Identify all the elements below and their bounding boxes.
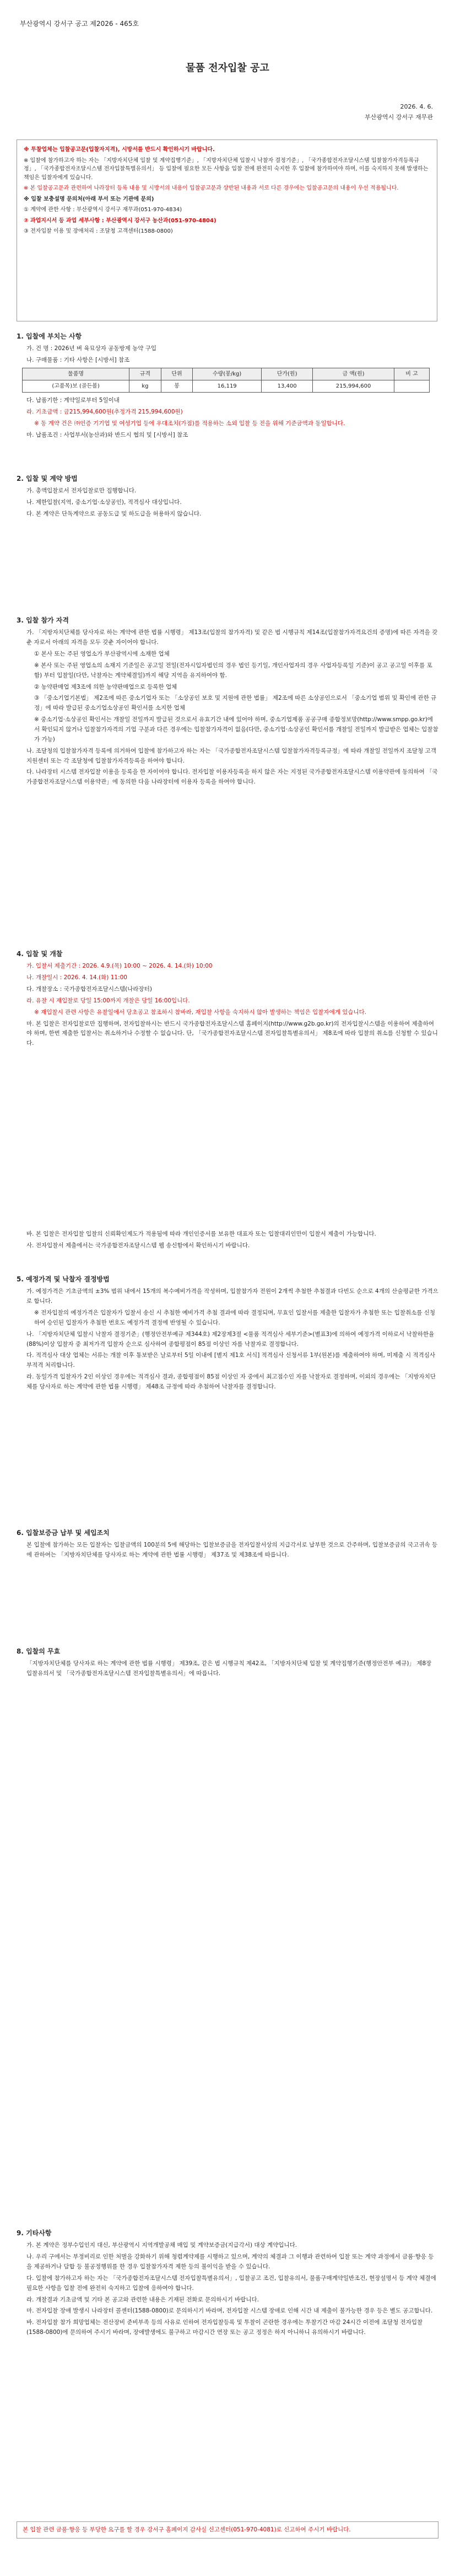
table-cell [394,380,429,393]
s3-item: ① 본사 또는 주된 영업소가 부산광역시에 소재한 업체 [34,651,170,658]
s4-item: 마. 본 입찰은 전자입찰로만 집행하며, 전자입찰하시는 반드시 국가종합전자조달시스템 홈페이지(http://www.g2b.go.kr)의 전자입찰시스템을 이용하여 제출하여야 하며, 한번 제출한 입찰서는 취소하거나 수정할 수 없습니다. 단, 「국가종합전자조달시스템 전자입찰특별유의서」 제8조에 따라 입찰의 취소를 신청할 수 있습니다. [26,1020,438,1047]
section-4 [17,948,438,1050]
issue-date: 2026. 4. 6. [400,103,433,110]
s4-item: 바. 본 입찰은 전자입찰 입찰의 신뢰확인제도가 적용됨에 따라 개인인증서를 보유한 대표자 또는 입찰대리인만이 입찰서 제출이 가능합니다. [26,1231,376,1237]
s1-item: 마. 납품조건 : 사업부서(농산과)와 반드시 협의 및 [시방서] 참조 [26,431,188,438]
s8-item: 「지방자치단체를 당사자로 하는 계약에 관한 법률 시행령」 제39조, 같은 법 시행규칙 제42조, 「지방자치단체 입찰 및 계약집행기준(행정안전부 예규)」 제8장 입찰유의서 및 「국가종합전자조달시스템 전자입찰특별유의서」에 따릅니다. [26,1660,432,1677]
s6-item: 본 입찰에 참가하는 모든 입찰자는 입찰금액의 100분의 5에 해당하는 입찰보증금을 전자입찰서상의 지급각서로 납부한 것으로 간주하며, 입찰보증금의 국고귀속 등에 관하여는 「지방자치단체를 당사자로 하는 계약에 관한 법률 시행령」 제37조 및 제38조에 따릅니다. [26,1542,438,1559]
s5-item: 나. 「지방자치단체 입찰시 낙찰자 결정기준」(행정안전부예규 제344호) 제2장제3절 <물품 적격심사 세부기준>(별표3)에 의하여 예정가격 이하로서 낙찰하한율(88%)이상 입찰자 중 최저가격 입찰자 순으로 심사하여 종합평점이 85점 이상인 자를 낙찰자로 결정합니다. [26,1330,435,1348]
s5-item: 다. 적격심사 대상 업체는 서류는 개찰 이후 통보받은 날로부터 5일 이내에 [별지 제1호 서식] 적격심사 신청서류 1부(원본)를 제출하여야 하며, 미제출 시 적격심사 부적격 처리합니다. [26,1352,436,1369]
s2-item: 가. 총액입찰로서 전자입찰로만 집행합니다. [26,487,137,495]
notice-reference: 부산광역시 강서구 공고 제2026 - 465호 [20,20,139,28]
section-6 [17,1527,438,1562]
table-header-row [23,368,430,380]
section-title: 6. 입찰보증금 납부 및 세입조치 [17,1529,110,1537]
notice-line: ③ 전자입찰 이용 및 장애처리 : 조달청 고객센터(1588-0800) [24,228,173,234]
s9-item: 바. 전자입찰 참가 희망업체는 전산장비 준비부족 등의 사유로 인하여 전자입찰등록 및 투찰이 곤란한 경우에는 투찰기간 마감 24시간 이전에 조달청 전자입찰(1588-0800)에 문의하여 주시기 바라며, 장애발생에도 불구하고 마감시간 연장 또는 공고 정정은 하지 아니하니 유의하시기 바랍니다. [26,2319,423,2336]
section-title: 1. 입찰에 부치는 사항 [17,332,82,340]
s9-item: 다. 입찰에 참가하고자 하는 자는 「국가종합전자조달시스템 전자입찰특별유의서」, 입찰공고 조건, 입찰유의서, 물품구매계약일반조건, 현장설명서 등 계약 체결에 필요한 사항을 입찰 전에 완전히 숙지하고 입찰에 응하여야 합니다. [26,2274,436,2291]
s1-item: 라. 기초금액 : 금215,994,600원(추정가격 215,994,600원) [26,408,183,415]
s1-note: ※ 동 계약 건은 ㈜인증 기기업 및 여성기업 등에 우대조치(가점)를 적용하는 소외 입찰 등 전을 위해 기준금액과 동일합니다. [34,420,345,427]
notice-line: ② 과업지시서 등 과업 세부사항 : 부산광역시 강서구 농산과(051-970-4804) [24,217,216,224]
notice-line: ※ 입찰에 참가하고자 하는 자는 「지방자치단체 입찰 및 계약집행기준」, 「지방자치단체 입찰시 낙찰자 결정기준」, 「국가종합전자조달시스템 입찰참가자격등록규정」, 「국가종합전자조달시스템 전자입찰특별유의서」 등 입찰에 필요한 모든 사항을 입찰 전에 완전히 숙지한 후 입찰에 참가하여야 하며, 이를 숙지하지 못해 발생하는 책임은 입찰자에게 있습니다. [24,157,429,181]
footer-text: 본 입찰 관련 금품·향응 등 부당한 요구를 할 경우 강서구 홈페이지 감사실 신고센터(051-970-4081)로 신고하여 주시기 바랍니다. [23,2526,351,2533]
table-cell: 16,119 [193,380,262,393]
table-cell: 봉 [161,380,193,393]
s4-item: 가. 입찰서 제출기간 : 2026. 4.9.(목) 10:00 ~ 2026. 4. 14.(화) 10:00 [26,963,213,970]
s3-note: ※ 중소기업·소상공인 확인서는 개찰일 전일까지 발급된 것으로서 유효기간 내에 있어야 하며, 중소기업제품 공공구매 종합정보망(http://www.smpp.go.kr)에서 확인되지 않거나 입찰참가자격의 기업 구분과 다른 경우에는 입찰참가자격이 없음(다만, 중소기업·소상공인 확인서를 개찰일 전일까지 발급받은 업체는 입찰참가 가능) [34,716,438,743]
s1-item: 가. 건 명 : 2026년 벼 육묘상자 공동방제 농약 구입 [26,345,157,352]
section-1 [17,331,438,442]
section-8 [17,1646,438,1681]
table-header: 비 고 [394,368,429,380]
section-title: 3. 입찰 참가 자격 [17,616,69,624]
section-title: 5. 예정가격 및 낙찰자 결정방법 [17,1275,110,1283]
s2-item: 나. 제한입찰(지역, 중소기업·소상공인), 적격심사 대상입니다. [26,499,182,506]
notice-line: ※ 본 입찰공고문과 관련하여 나라장터 등록 내용 및 시방서의 내용이 입찰공고문과 상반된 내용과 서로 다른 경우에는 입찰공고문의 내용이 우선 적용됩니다. [24,185,399,191]
notice-line: ※ 입찰 보충설명 문의처(아래 부서 또는 기관에 문의) [24,196,154,202]
s5-item: 가. 예정가격은 기초금액의 ±3% 범위 내에서 15개의 복수예비가격을 작성하며, 입찰참가자 전원이 2개씩 추첨한 추첨결과 다빈도 순으로 4개의 산술평균한 가격으로 합니다. [26,1288,438,1305]
section-title: 8. 입찰의 무효 [17,1647,61,1655]
table-cell: (고품목)보 (골든볼) [23,380,129,393]
issue-date-block [365,102,433,122]
s9-item: 마. 전자입찰 장애 발생시 나라장터 콜센터(1588-0800)로 문의하시기 바라며, 전자입찰 시스템 장애로 인해 시간 내 제출이 불가능한 경우 등은 별도 공고합니다. [26,2307,433,2315]
s4-item: 사. 전자입찰서 제출에서는 국가종합전자조달시스템 웹 송신함에서 확인하시기 바랍니다. [26,1242,250,1249]
notice-line: ※ 투찰업체는 입찰공고문(입찰자지격), 시방서를 반드시 확인하시기 바랍니다. [24,147,215,153]
section-5 [17,1274,438,1394]
notice-box [17,139,437,321]
table-row [23,380,430,393]
s5-item: 라. 동일가격 입찰자가 2인 이상인 경우에는 적격심사 결과, 종합평점이 85점 이상인 자 중에서 최고점수인 자를 낙찰자로 결정하며, 이외의 경우에는 「지방자치단체를 당사자로 하는 계약에 관한 법률 시행령」 제48조 규정에 따라 추첨하여 낙찰자를 결정합니다. [26,1373,436,1390]
table-cell: kg [129,380,161,393]
section-9 [17,2228,438,2339]
s1-item: 나. 구매물품 : 기타 사항은 [시방서] 참조 [26,357,130,364]
s5-note: ※ 전자입찰의 예정가격은 입찰자가 입찰서 송신 시 추첨한 예비가격 추첨 결과에 따라 결정되며, 무효인 입찰서를 제출한 입찰자가 추첨한 또는 입찰취소를 신청하여 승인된 입찰자가 추첨한 번호도 예정가격 결정에 반영될 수 있습니다. [34,1310,436,1326]
table-header: 물품명 [23,368,129,380]
s2-item: 다. 본 계약은 단독계약으로 공동도급 및 하도급을 허용하지 않습니다. [26,511,202,518]
s1-item: 다. 납품기한 : 계약일로부터 5일이내 [26,397,120,404]
s4-item: 나. 개찰일시 : 2026. 4. 14.(화) 11:00 [26,974,127,981]
s3-item: 나. 조달청의 입찰참가자격 등록에 의거하여 입찰에 참가하고자 하는 자는 「국가종합전자조달시스템 입찰참가자격등록규정」에 따라 개찰일 전일까지 조달청 고객지원센터 또는 각 조달청에 입찰참가자격등록을 하여야 합니다. [26,747,436,764]
issuer: 부산광역시 강서구 재무관 [365,113,433,121]
page-title: 물품 전자입찰 공고 [186,62,269,74]
section-2 [17,473,438,521]
table-header: 금 액(원) [313,368,394,380]
s3-item: 가. 「지방자치단체를 당사자로 하는 계약에 관한 법률 시행령」 제13조(입찰의 참가자격) 및 같은 법 시행규칙 제14조(입찰참가자격요건의 증명)에 따른 자격을 갖춘 자로서 아래의 자격을 모두 갖춘 자이어야 합니다. [26,629,438,646]
s4-item: 다. 개찰장소 : 국가종합전자조달시스템(나라장터) [26,986,152,993]
s9-item: 가. 본 계약은 정부수입인지 대신, 부산광역시 지역개발공채 매입 및 계약보증금(지급각서) 대상 계약입니다. [26,2242,297,2249]
table-header: 단위 [161,368,193,380]
section-title: 9. 기타사항 [17,2229,52,2237]
section-3 [17,615,438,789]
section-title: 2. 입찰 및 계약 방법 [17,475,78,482]
items-table [22,368,430,393]
s3-item: ③ 「중소기업기본법」 제2조에 따른 중소기업자 또는 「소상공인 보호 및 지원에 관한 법률」 제2조에 따른 소상공인으로서 「중소기업 범위 및 확인에 관한 규정」에 따라 발급된 중소기업소상공인 확인서를 소지한 업체 [34,695,437,712]
notice-line: ① 계약에 관한 사항 : 부산광역시 강서구 재무과(051-970-4834) [24,207,182,213]
s4-note: ※ 재입찰시 관련 사항은 유찰일에서 당초공고 참조하시 참바라, 재입찰 사항을 숙지하시 않아 발생하는 책임은 입찰자에게 있습니다. [34,1008,367,1016]
table-header: 수량(봉/kg) [193,368,262,380]
section-4-cont [17,1230,438,1253]
s3-item: 다. 나라장터 시스템 전자입찰 이용을 등록을 한 자이어야 합니다. 전자입찰 이용자등록을 하지 않은 자는 지정된 국가종합전자조달시스템 이용약관에 동의하여 「국가종합전자조달시스템 이용약관」에 동의한 다음 나라장터에 이용자 등록을 하여야 합니다. [26,769,438,786]
table-cell: 215,994,600 [313,380,394,393]
s9-item: 라. 개찰결과 기초금액 및 기타 본 공고와 관련한 내용은 기재된 전화로 문의하시기 바랍니다. [26,2296,259,2303]
table-header: 단가(원) [262,368,313,380]
table-header: 규격 [129,368,161,380]
footer-notice [17,2521,438,2539]
section-title: 4. 입찰 및 개찰 [17,950,63,958]
s3-item: ② 농약판매업 제3조에 의한 농약판매업으로 등록한 업체 [34,683,177,690]
s3-note: ※ 본사 또는 주된 영업소의 소재지 기준일은 공고일 전일(전자시입자법인의 경우 법인 등기일, 개인사업자의 경우 사업자등록일 기준)이 공고 공고일 이후를 포함) 부터 입찰일(다만, 낙찰자는 계약체결일)까지 해당 지역을 유지하여야 함. [34,662,432,679]
s9-item: 나. 우리 구에서는 부정비리로 인한 처벌을 강화하기 위해 청렴계약제를 시행하고 있으며, 계약의 체결과 그 이행과 관련하여 입찰 또는 계약 과정에서 금품·향응 등을 제공하거나 담합 등 불공정행위를 한 경우 입찰참가자격 제한 등의 불이익을 받을 수 있습니다. [26,2253,434,2271]
table-cell: 13,400 [262,380,313,393]
s4-item: 라. 유찰 시 재입찰로 당일 15:00까지 개찰은 당일 16:00입니다. [26,997,190,1004]
